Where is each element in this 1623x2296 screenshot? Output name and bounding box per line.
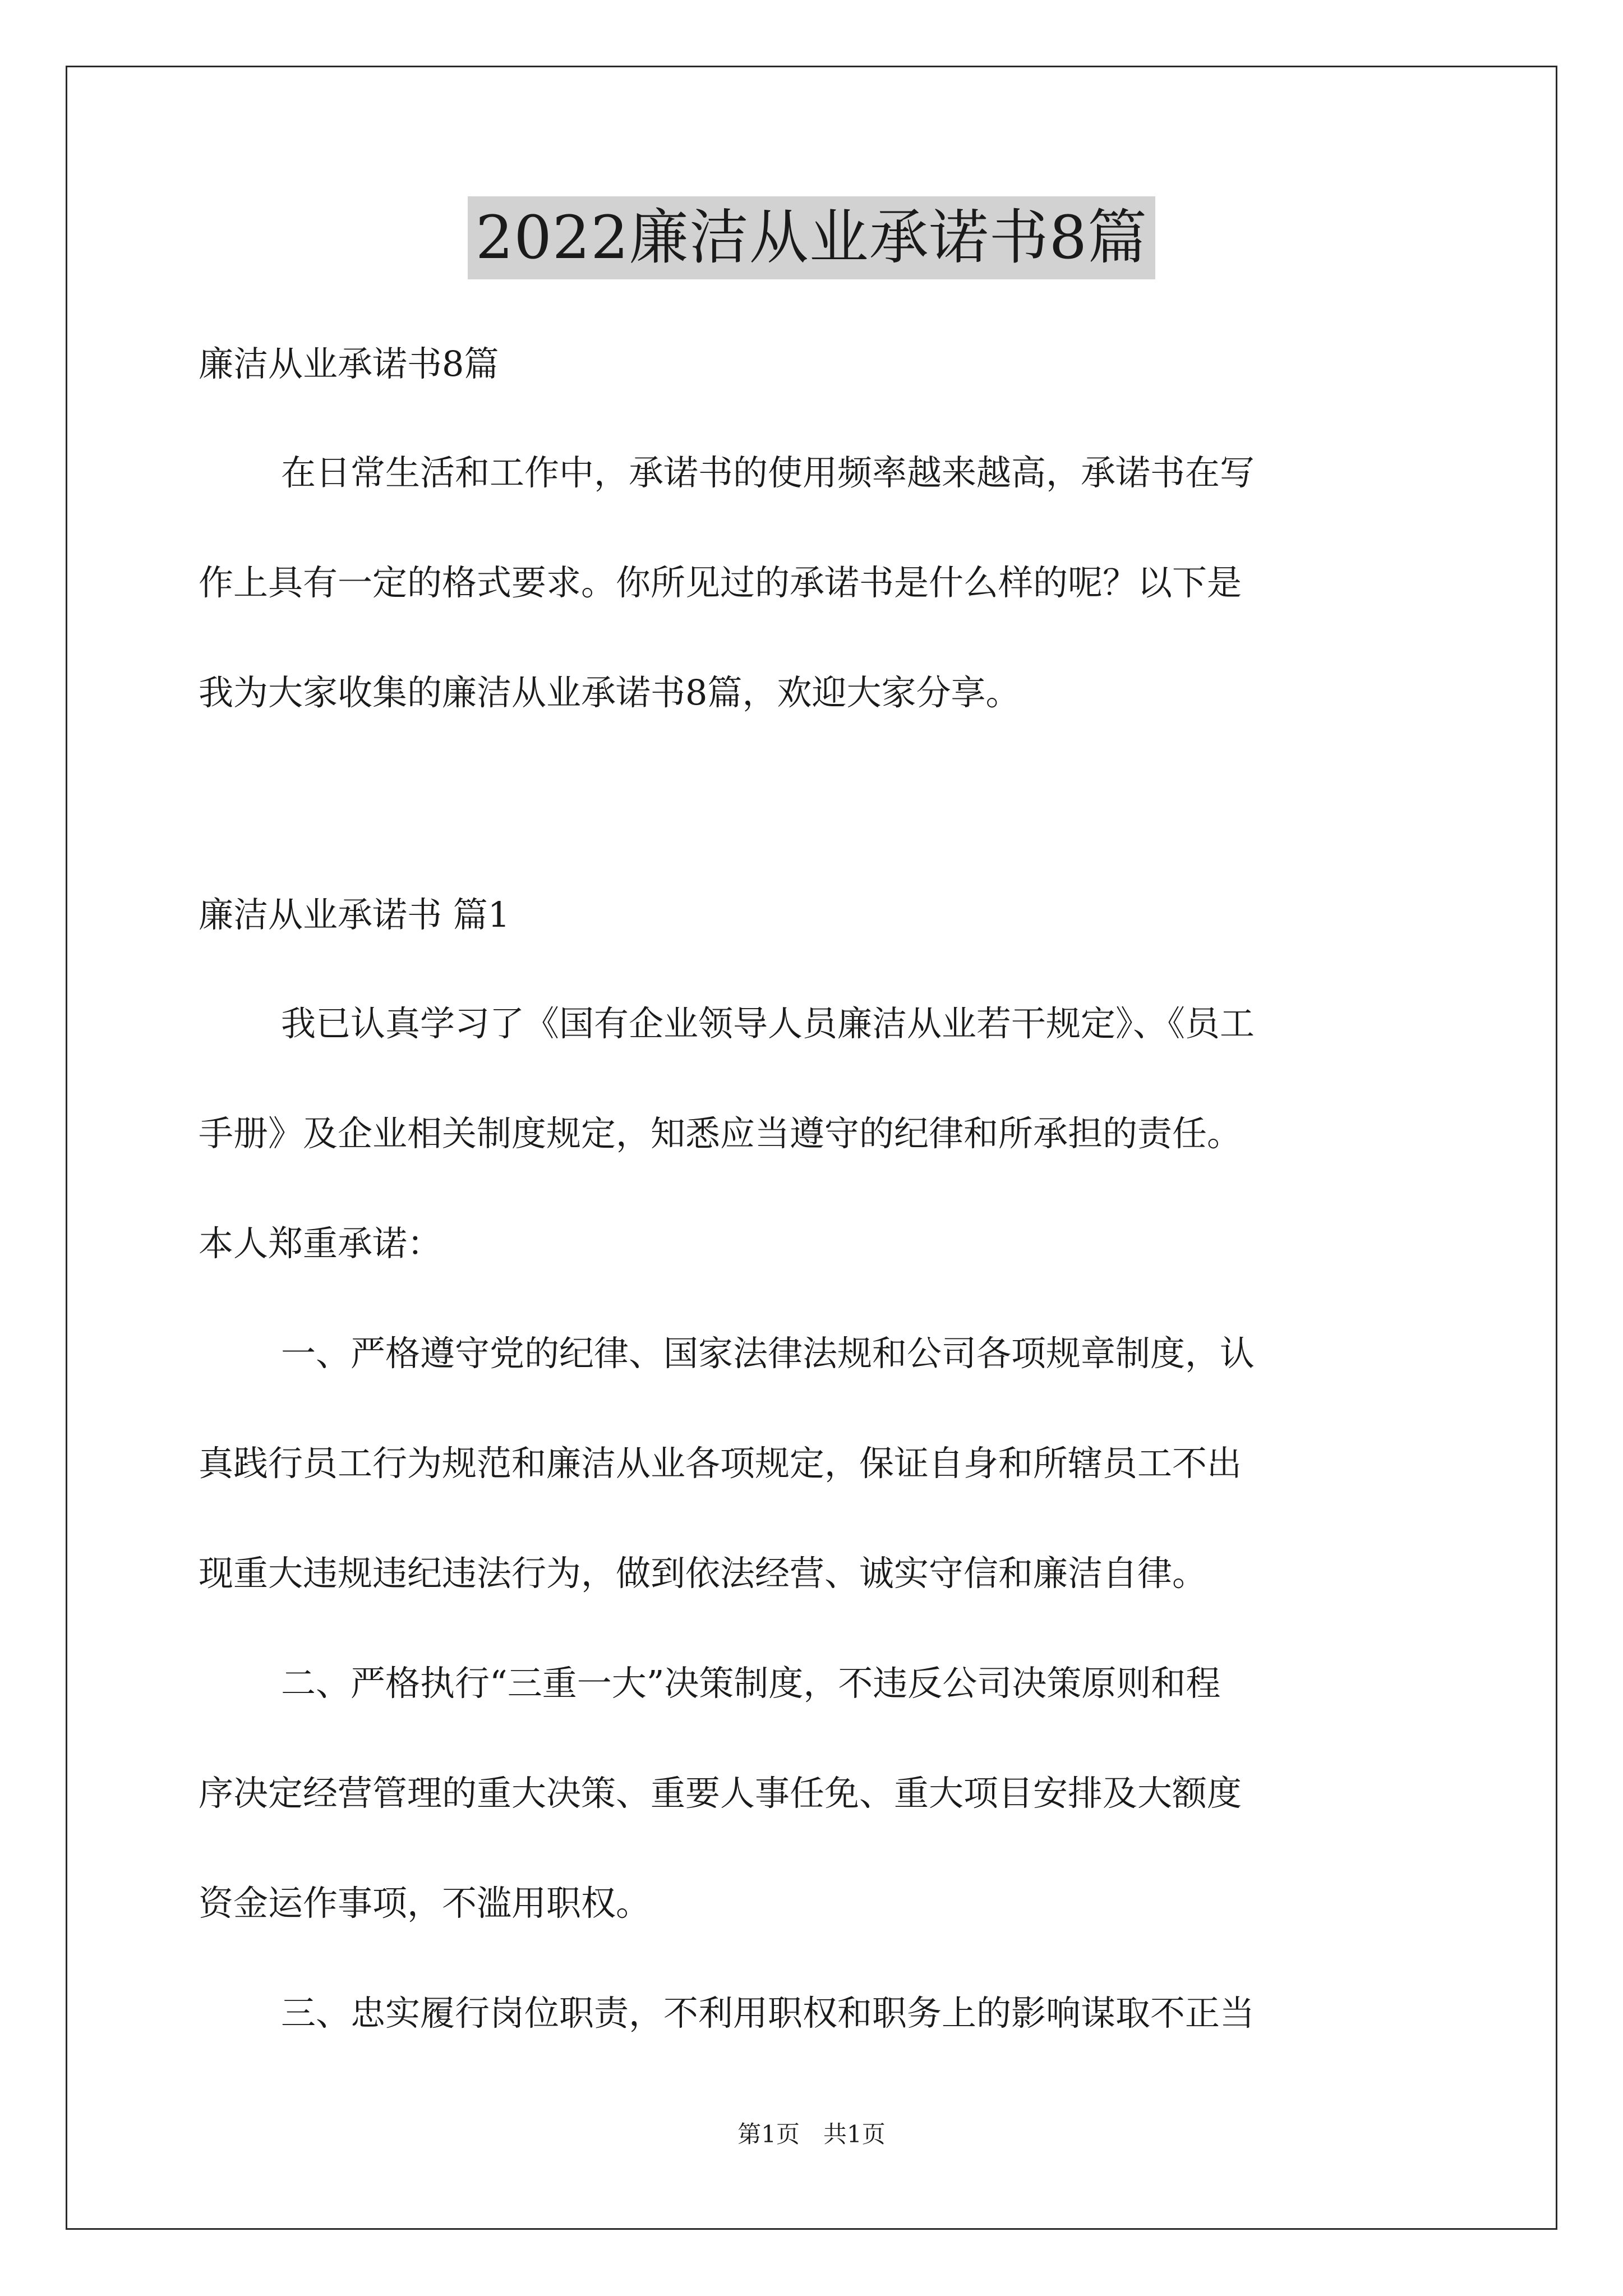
page-number-label: 第1页 共1页 — [737, 2120, 886, 2148]
paragraph-line: 现重大违规违纪违法行为，做到依法经营、诚实守信和廉洁自律。 — [199, 1553, 1207, 1594]
paragraph-line: 序决定经营管理的重大决策、重要人事任免、重大项目安排及大额度 — [199, 1773, 1242, 1814]
paragraph-line: 真践行员工行为规范和廉洁从业各项规定，保证自身和所辖员工不出 — [199, 1443, 1242, 1484]
paragraph-line: 三、忠实履行岗位职责，不利用职权和职务上的影响谋取不正当 — [281, 1993, 1255, 2033]
intro-line: 我为大家收集的廉洁从业承诺书8篇，欢迎大家分享。 — [199, 672, 1021, 713]
paragraph-line: 手册》及企业相关制度规定，知悉应当遵守的纪律和所承担的责任。 — [199, 1113, 1242, 1154]
paragraph-line: 资金运作事项，不滥用职权。 — [199, 1883, 651, 1924]
section-heading-block — [199, 860, 1436, 970]
paragraph-1 — [199, 969, 1436, 1299]
paragraph-4 — [199, 1958, 1436, 2068]
intro-line: 在日常生活和工作中，承诺书的使用频率越来越高，承诺书在写 — [281, 452, 1255, 493]
subtitle-block — [199, 309, 1436, 419]
section-heading: 廉洁从业承诺书 篇1 — [199, 894, 510, 935]
paragraph-3 — [199, 1628, 1436, 1958]
title-container — [0, 196, 1623, 279]
paragraph-line: 一、严格遵守党的纪律、国家法律法规和公司各项规章制度，认 — [281, 1333, 1255, 1374]
paragraph-2 — [199, 1299, 1436, 1628]
intro-line: 作上具有一定的格式要求。你所见过的承诺书是什么样的呢？以下是 — [199, 562, 1242, 603]
document-title: 2022廉洁从业承诺书8篇 — [468, 196, 1155, 279]
intro-paragraph — [199, 418, 1436, 748]
paragraph-line: 本人郑重承诺： — [199, 1223, 442, 1264]
page-footer — [0, 2118, 1623, 2151]
paragraph-line: 二、严格执行“三重一大”决策制度，不违反公司决策原则和程 — [281, 1663, 1221, 1704]
document-subtitle: 廉洁从业承诺书8篇 — [199, 343, 499, 384]
paragraph-line: 我已认真学习了《国有企业领导人员廉洁从业若干规定》、《员工 — [281, 1003, 1255, 1044]
